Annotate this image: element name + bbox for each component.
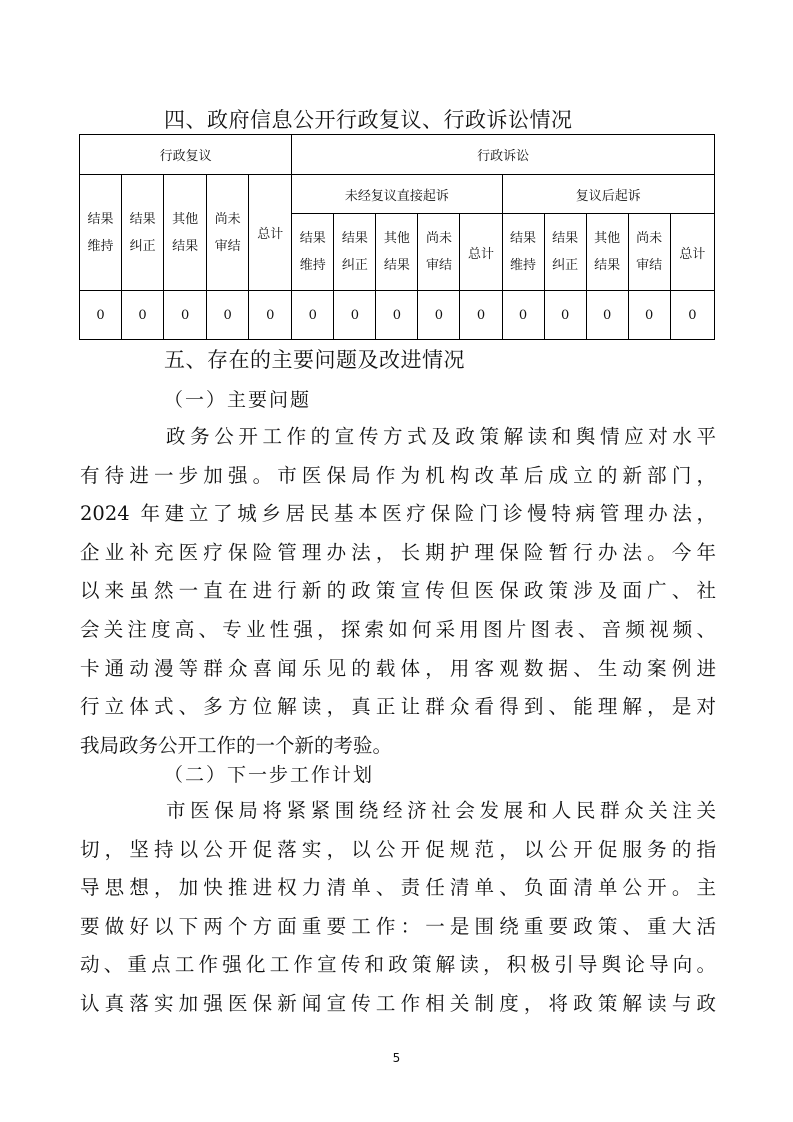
- table-cell: 0: [334, 291, 376, 340]
- paragraph-line: 认真落实加强医保新闻宣传工作相关制度，将政策解读与政: [80, 991, 716, 1015]
- header-admin-litigation: 行政诉讼: [292, 135, 715, 175]
- paragraph-line: 企业补充医疗保险管理办法，长期护理保险暂行办法。今年: [80, 540, 716, 564]
- paragraph-line: 市医保局将紧紧围绕经济社会发展和人民群众关注关: [166, 799, 716, 822]
- paragraph-line: 行立体式、多方位解读，真正让群众看得到、能理解，是对: [80, 695, 716, 719]
- paragraph-line: 要做好以下两个方面重要工作：一是围绕重要政策、重大活: [80, 914, 716, 938]
- paragraph-line: 有待进一步加强。市医保局作为机构改革后成立的新部门，: [80, 463, 716, 487]
- table-cell: 0: [586, 291, 628, 340]
- table-cell: 0: [628, 291, 670, 340]
- table-cell: 0: [122, 291, 164, 340]
- table-cell: 0: [376, 291, 418, 340]
- table-cell: 0: [249, 291, 292, 340]
- table-cell: 0: [418, 291, 460, 340]
- header-direct-suit: 未经复议直接起诉: [292, 175, 502, 214]
- col-header-total: 总计: [460, 214, 502, 291]
- col-header: 结果 纠正: [544, 214, 586, 291]
- col-header: 其他 结果: [164, 175, 207, 291]
- paragraph-main-problems: [80, 418, 716, 765]
- paragraph-line: 导思想，加快推进权力清单、责任清单、负面清单公开。主: [80, 876, 716, 900]
- header-admin-review: 行政复议: [80, 135, 292, 175]
- table-cell: 0: [292, 291, 334, 340]
- section-5-title: 五、存在的主要问题及改进情况: [164, 348, 465, 372]
- section-4-title: 四、政府信息公开行政复议、行政诉讼情况: [164, 108, 573, 132]
- table-row: [80, 291, 715, 340]
- paragraph-line: 会关注度高、专业性强，探索如何采用图片图表、音频视频、: [80, 617, 716, 641]
- paragraph-line: 动、重点工作强化工作宣传和政策解读，积极引导舆论导向。: [80, 953, 716, 977]
- table-cell: 0: [502, 291, 544, 340]
- table-cell: 0: [164, 291, 207, 340]
- col-header: 结果 维持: [502, 214, 544, 291]
- col-header: 尚未 审结: [418, 214, 460, 291]
- review-litigation-table: [79, 134, 715, 340]
- header-suit-after-review: 复议后起诉: [502, 175, 714, 214]
- paragraph-line: 我局政务公开工作的一个新的考验。: [80, 733, 393, 757]
- subsection-main-problems: （一）主要问题: [164, 389, 312, 411]
- paragraph-line: 切，坚持以公开促落实，以公开促规范，以公开促服务的指: [80, 837, 716, 861]
- table-cell: 0: [460, 291, 502, 340]
- col-header-total: 总计: [670, 214, 714, 291]
- table-cell: 0: [670, 291, 714, 340]
- page-number: 5: [392, 1051, 401, 1065]
- col-header-total: 总计: [249, 175, 292, 291]
- paragraph-next-plan: [80, 792, 716, 1024]
- paragraph-line: 政务公开工作的宣传方式及政策解读和舆情应对水平: [166, 425, 716, 448]
- col-header: 结果 纠正: [122, 175, 164, 291]
- paragraph-line: 以来虽然一直在进行新的政策宣传但医保政策涉及面广、社: [80, 579, 716, 603]
- col-header: 尚未 审结: [628, 214, 670, 291]
- col-header: 其他 结果: [376, 214, 418, 291]
- col-header: 尚未 审结: [207, 175, 249, 291]
- col-header: 结果 维持: [292, 214, 334, 291]
- col-header: 结果 纠正: [334, 214, 376, 291]
- paragraph-line: 卡通动漫等群众喜闻乐见的载体，用客观数据、生动案例进: [80, 656, 716, 680]
- table-cell: 0: [207, 291, 249, 340]
- table-cell: 0: [80, 291, 122, 340]
- subsection-next-plan: （二）下一步工作计划: [164, 764, 375, 786]
- paragraph-line: 2024 年建立了城乡居民基本医疗保险门诊慢特病管理办法，: [80, 502, 716, 526]
- col-header: 其他 结果: [586, 214, 628, 291]
- table-cell: 0: [544, 291, 586, 340]
- col-header: 结果 维持: [80, 175, 122, 291]
